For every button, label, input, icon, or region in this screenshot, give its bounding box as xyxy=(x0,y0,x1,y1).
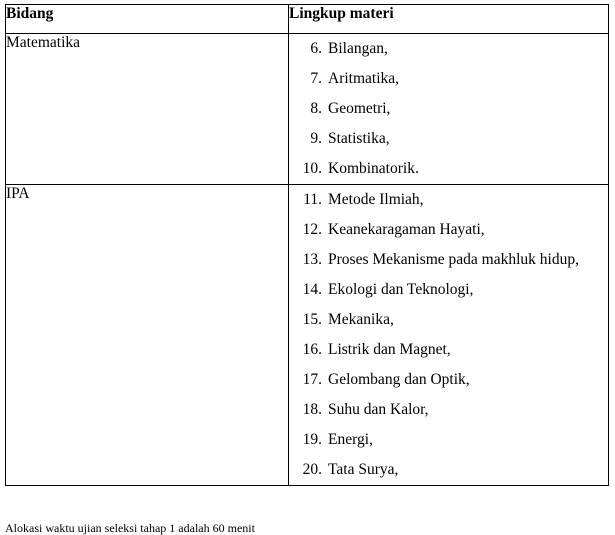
materi-list xyxy=(289,185,608,485)
list-item: 12. Keanekaragaman Hayati, xyxy=(302,221,485,238)
header-lingkup-materi: Lingkup materi xyxy=(289,5,609,34)
header-bidang: Bidang xyxy=(6,5,289,34)
bidang-cell: IPA xyxy=(6,185,289,486)
list-item: 16. Listrik dan Magnet, xyxy=(302,341,451,358)
materi-cell xyxy=(289,185,609,486)
materi-list xyxy=(289,34,608,184)
list-item: 11. Metode Ilmiah, xyxy=(303,191,424,208)
list-item: 15. Mekanika, xyxy=(302,311,394,328)
list-item: 8. Geometri, xyxy=(310,100,391,117)
list-item: 14. Ekologi dan Teknologi, xyxy=(302,281,474,298)
table-row xyxy=(6,34,609,185)
list-item: 20. Tata Surya, xyxy=(302,461,399,478)
scope-table xyxy=(5,4,609,486)
list-item: 9. Statistika, xyxy=(310,130,390,147)
list-item: 10. Kombinatorik. xyxy=(302,160,419,177)
table-row xyxy=(6,185,609,486)
list-item: 17. Gelombang dan Optik, xyxy=(302,371,470,388)
list-item: 7. Aritmatika, xyxy=(310,70,400,87)
bidang-cell: Matematika xyxy=(6,34,289,185)
header-row xyxy=(6,5,609,34)
footer-note: Alokasi waktu ujian seleksi tahap 1 adalah 60 menit xyxy=(5,521,255,535)
list-item: 18. Suhu dan Kalor, xyxy=(302,401,429,418)
list-item: 6. Bilangan, xyxy=(310,40,388,57)
list-item: 19. Energi, xyxy=(302,431,373,448)
list-item: 13. Proses Mekanisme pada makhluk hidup, xyxy=(302,251,579,268)
materi-cell xyxy=(289,34,609,185)
